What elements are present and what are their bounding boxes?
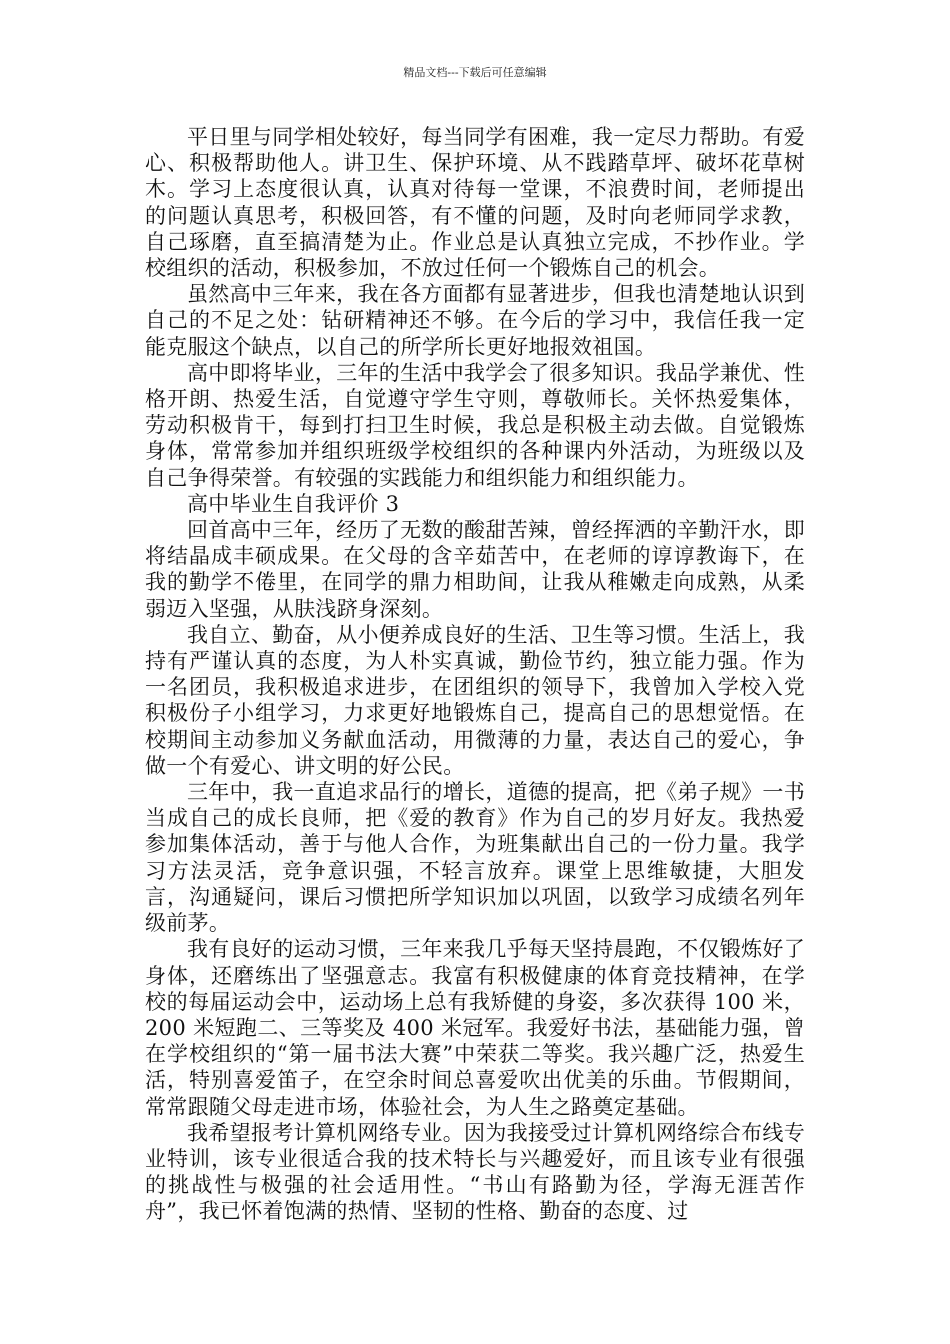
paragraph-2: 虽然高中三年来，我在各方面都有显著进步，但我也清楚地认识到自己的不足之处：钻研精神还不够。在今后的学习中，我信任我一定能克服这个缺点，以自己的所学所长更好地报效祖国。 <box>145 282 805 359</box>
section-heading: 高中毕业生自我评价 3 <box>187 491 400 516</box>
paragraph-6: 三年中，我一直追求品行的增长，道德的提高，把《弟子规》一书当成自己的成长良师，把《爱的教育》作为自己的岁月好友。我热爱参加集体活动，善于与他人合作，为班集献出自己的一份力量。我学习方法灵活，竞争意识强，不轻言放弃。课堂上思维敏捷，大胆发言，沟通疑问，课后习惯把所学知识加以巩固，以致学习成绩名列年级前茅。 <box>145 780 805 936</box>
paragraph-5: 我自立、勤奋，从小便养成良好的生活、卫生等习惯。生活上，我持有严谨认真的态度，为人朴实真诚，勤俭节约，独立能力强。作为一名团员，我积极追求进步，在团组织的领导下，我曾加入学校入党积极份子小组学习，力求更好地锻炼自己，提高自己的思想觉悟。在校期间主动参加义务献血活动，用微薄的力量，表达自己的爱心，争做一个有爱心、讲文明的好公民。 <box>145 622 805 778</box>
paragraph-8: 我希望报考计算机网络专业。因为我接受过计算机网络综合布线专业特训，该专业很适合我的技术特长与兴趣爱好，而且该专业有很强的挑战性与极强的社会适用性。“书山有路勤为径，学海无涯苦作舟”，我已怀着饱满的热情、坚韧的性格、勤奋的态度、过 <box>145 1120 805 1224</box>
page-header: 精品文档---下载后可任意编辑 <box>403 66 547 79</box>
paragraph-1: 平日里与同学相处较好，每当同学有困难，我一定尽力帮助。有爱心、积极帮助他人。讲卫生、保护环境、从不践踏草坪、破坏花草树木。学习上态度很认真，认真对待每一堂课，不浪费时间，老师提出的问题认真思考，积极回答，有不懂的问题，及时向老师同学求教，自己琢磨，直至搞清楚为止。作业总是认真独立完成，不抄作业。学校组织的活动，积极参加，不放过任何一个锻炼自己的机会。 <box>145 125 805 281</box>
document-body <box>145 124 805 1225</box>
paragraph-7: 我有良好的运动习惯，三年来我几乎每天坚持晨跑，不仅锻炼好了身体，还磨练出了坚强意志。我富有积极健康的体育竞技精神，在学校的每届运动会中，运动场上总有我矫健的身姿，多次获得 100 米，200 米短跑二、三等奖及 400 米冠军。我爱好书法，基础能力强，曾在学校组织的“第一届书法大赛”中荣获二等奖。我兴趣广泛，热爱生活，特别喜爱笛子，在空余时间总喜爱吹出优美的乐曲。节假期间，常常跟随父母走进市场，体验社会，为人生之路奠定基础。 <box>145 937 805 1119</box>
paragraph-4: 回首高中三年，经历了无数的酸甜苦辣，曾经挥洒的辛勤汗水，即将结晶成丰硕成果。在父母的含辛茹苦中，在老师的谆谆教诲下，在我的勤学不倦里，在同学的鼎力相助间，让我从稚嫩走向成熟，从柔弱迈入坚强，从肤浅跻身深刻。 <box>145 518 805 621</box>
paragraph-3: 高中即将毕业，三年的生活中我学会了很多知识。我品学兼优、性格开朗、热爱生活，自觉遵守学生守则，尊敬师长。关怀热爱集体，劳动积极肯干，每到打扫卫生时候，我总是积极主动去做。自觉锻炼身体，常常参加并组织班级学校组织的各种课内外活动，为班级以及自己争得荣誉。有较强的实践能力和组织能力和组织能力。 <box>145 360 805 490</box>
